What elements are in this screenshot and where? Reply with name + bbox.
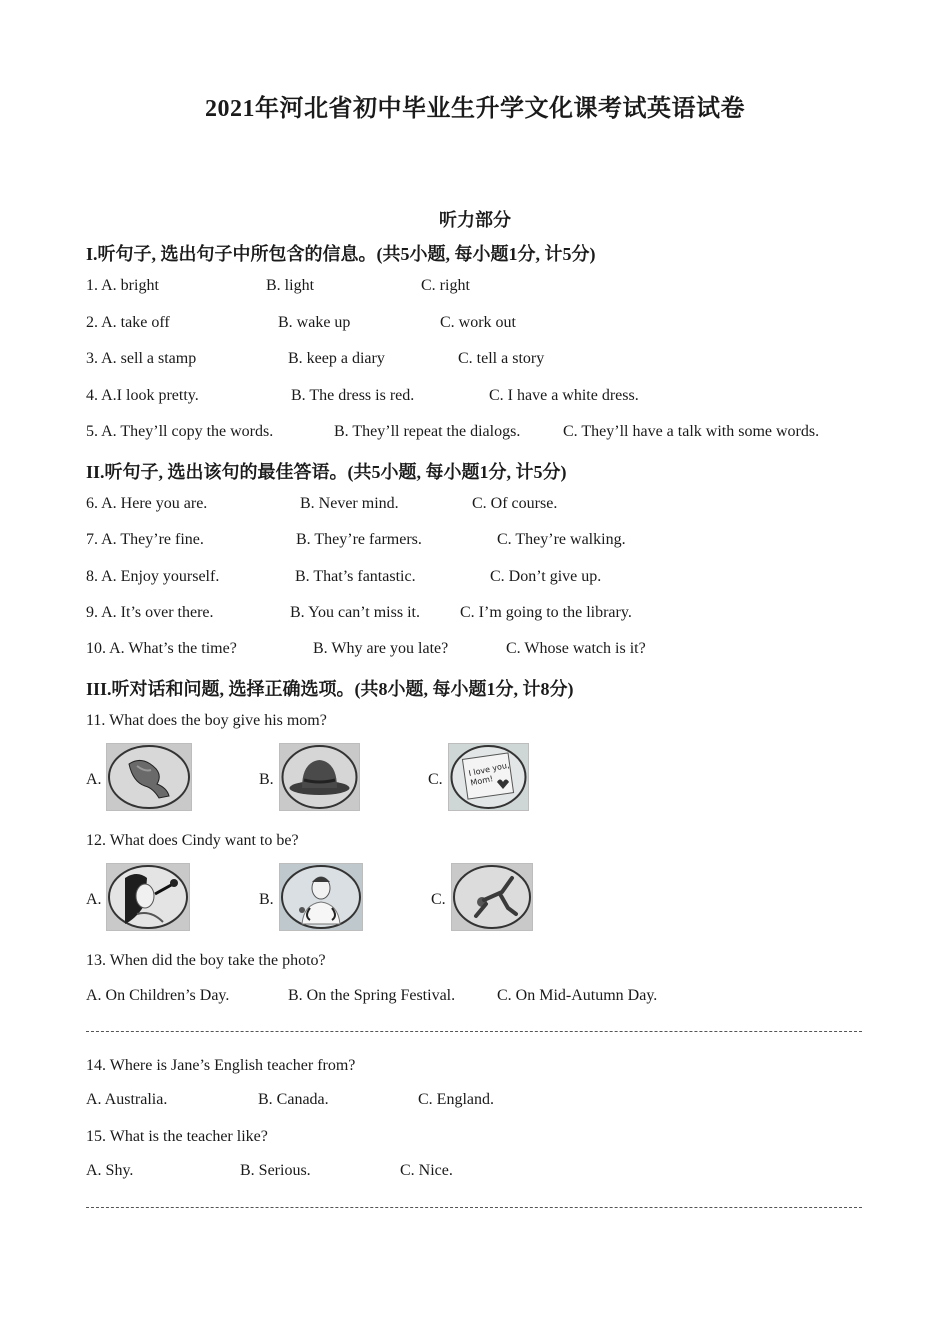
- section-3-heading: III.听对话和问题, 选择正确选项。(共8小题, 每小题1分, 计8分): [86, 679, 574, 699]
- q2-option-a: 2. A. take off: [86, 314, 170, 331]
- q4-option-a: 4. A.I look pretty.: [86, 387, 199, 404]
- q7-option-c: C. They’re walking.: [497, 531, 626, 548]
- q15-option-b: B. Serious.: [240, 1162, 311, 1179]
- q7-option-b: B. They’re farmers.: [296, 531, 422, 548]
- q12-question: 12. What does Cindy want to be?: [86, 832, 299, 849]
- q9-option-a: 9. A. It’s over there.: [86, 604, 214, 621]
- q11-option-c-label: C.: [428, 771, 443, 788]
- q12-option-b-doctor-image: [279, 863, 363, 931]
- q12-option-c-dancer-image: [451, 863, 533, 931]
- q5-option-b: B. They’ll repeat the dialogs.: [334, 423, 521, 440]
- section-2-heading: II.听句子, 选出该句的最佳答语。(共5小题, 每小题1分, 计5分): [86, 462, 567, 482]
- q15-option-a: A. Shy.: [86, 1162, 134, 1179]
- q1-option-b: B. light: [266, 277, 315, 294]
- q6-option-a: 6. A. Here you are.: [86, 495, 208, 512]
- separator-1: [86, 1031, 862, 1032]
- q3-option-a: 3. A. sell a stamp: [86, 350, 197, 367]
- q1-option-c: C. right: [421, 277, 470, 294]
- q13-option-b: B. On the Spring Festival.: [288, 987, 456, 1004]
- q8-option-b: B. That’s fantastic.: [295, 568, 416, 585]
- q11-option-b-hat-image: [279, 743, 360, 811]
- exam-title: 2021年河北省初中毕业生升学文化课考试英语试卷: [205, 96, 745, 122]
- section-1-heading: I.听句子, 选出句子中所包含的信息。(共5小题, 每小题1分, 计5分): [86, 244, 596, 264]
- q4-option-b: B. The dress is red.: [291, 387, 415, 404]
- q13-option-c: C. On Mid-Autumn Day.: [497, 987, 658, 1004]
- q9-option-c: C. I’m going to the library.: [460, 604, 632, 621]
- q13-question: 13. When did the boy take the photo?: [86, 952, 326, 969]
- q2-option-c: C. work out: [440, 314, 516, 331]
- q11-option-b-label: B.: [259, 771, 274, 788]
- q11-option-c-card-image: [448, 743, 529, 811]
- q11-option-a-scarf-image: [106, 743, 192, 811]
- q8-option-a: 8. A. Enjoy yourself.: [86, 568, 220, 585]
- q14-option-b: B. Canada.: [258, 1091, 329, 1108]
- q3-option-b: B. keep a diary: [288, 350, 385, 367]
- q12-option-c-label: C.: [431, 891, 446, 908]
- q14-question: 14. Where is Jane’s English teacher from?: [86, 1057, 356, 1074]
- q7-option-a: 7. A. They’re fine.: [86, 531, 204, 548]
- q2-option-b: B. wake up: [278, 314, 351, 331]
- q3-option-c: C. tell a story: [458, 350, 545, 367]
- q15-question: 15. What is the teacher like?: [86, 1128, 268, 1145]
- separator-2: [86, 1207, 862, 1208]
- q8-option-c: C. Don’t give up.: [490, 568, 602, 585]
- part-title: 听力部分: [439, 210, 511, 230]
- q1-option-a: 1. A. bright: [86, 277, 159, 294]
- q11-option-a-label: A.: [86, 771, 102, 788]
- q10-option-c: C. Whose watch is it?: [506, 640, 646, 657]
- q12-option-a-label: A.: [86, 891, 102, 908]
- q12-option-a-singer-image: [106, 863, 190, 931]
- q14-option-a: A. Australia.: [86, 1091, 168, 1108]
- q5-option-a: 5. A. They’ll copy the words.: [86, 423, 274, 440]
- q12-option-b-label: B.: [259, 891, 274, 908]
- q10-option-a: 10. A. What’s the time?: [86, 640, 237, 657]
- q4-option-c: C. I have a white dress.: [489, 387, 639, 404]
- q11-card-text-line-1: I love you,: [467, 760, 511, 779]
- q13-option-a: A. On Children’s Day.: [86, 987, 230, 1004]
- q5-option-c: C. They’ll have a talk with some words.: [563, 423, 820, 440]
- q10-option-b: B. Why are you late?: [313, 640, 449, 657]
- q14-option-c: C. England.: [418, 1091, 494, 1108]
- q11-card-text-line-2: Mom!: [469, 774, 494, 788]
- q6-option-b: B. Never mind.: [300, 495, 399, 512]
- q11-question: 11. What does the boy give his mom?: [86, 712, 327, 729]
- q15-option-c: C. Nice.: [400, 1162, 453, 1179]
- q6-option-c: C. Of course.: [472, 495, 558, 512]
- q9-option-b: B. You can’t miss it.: [290, 604, 420, 621]
